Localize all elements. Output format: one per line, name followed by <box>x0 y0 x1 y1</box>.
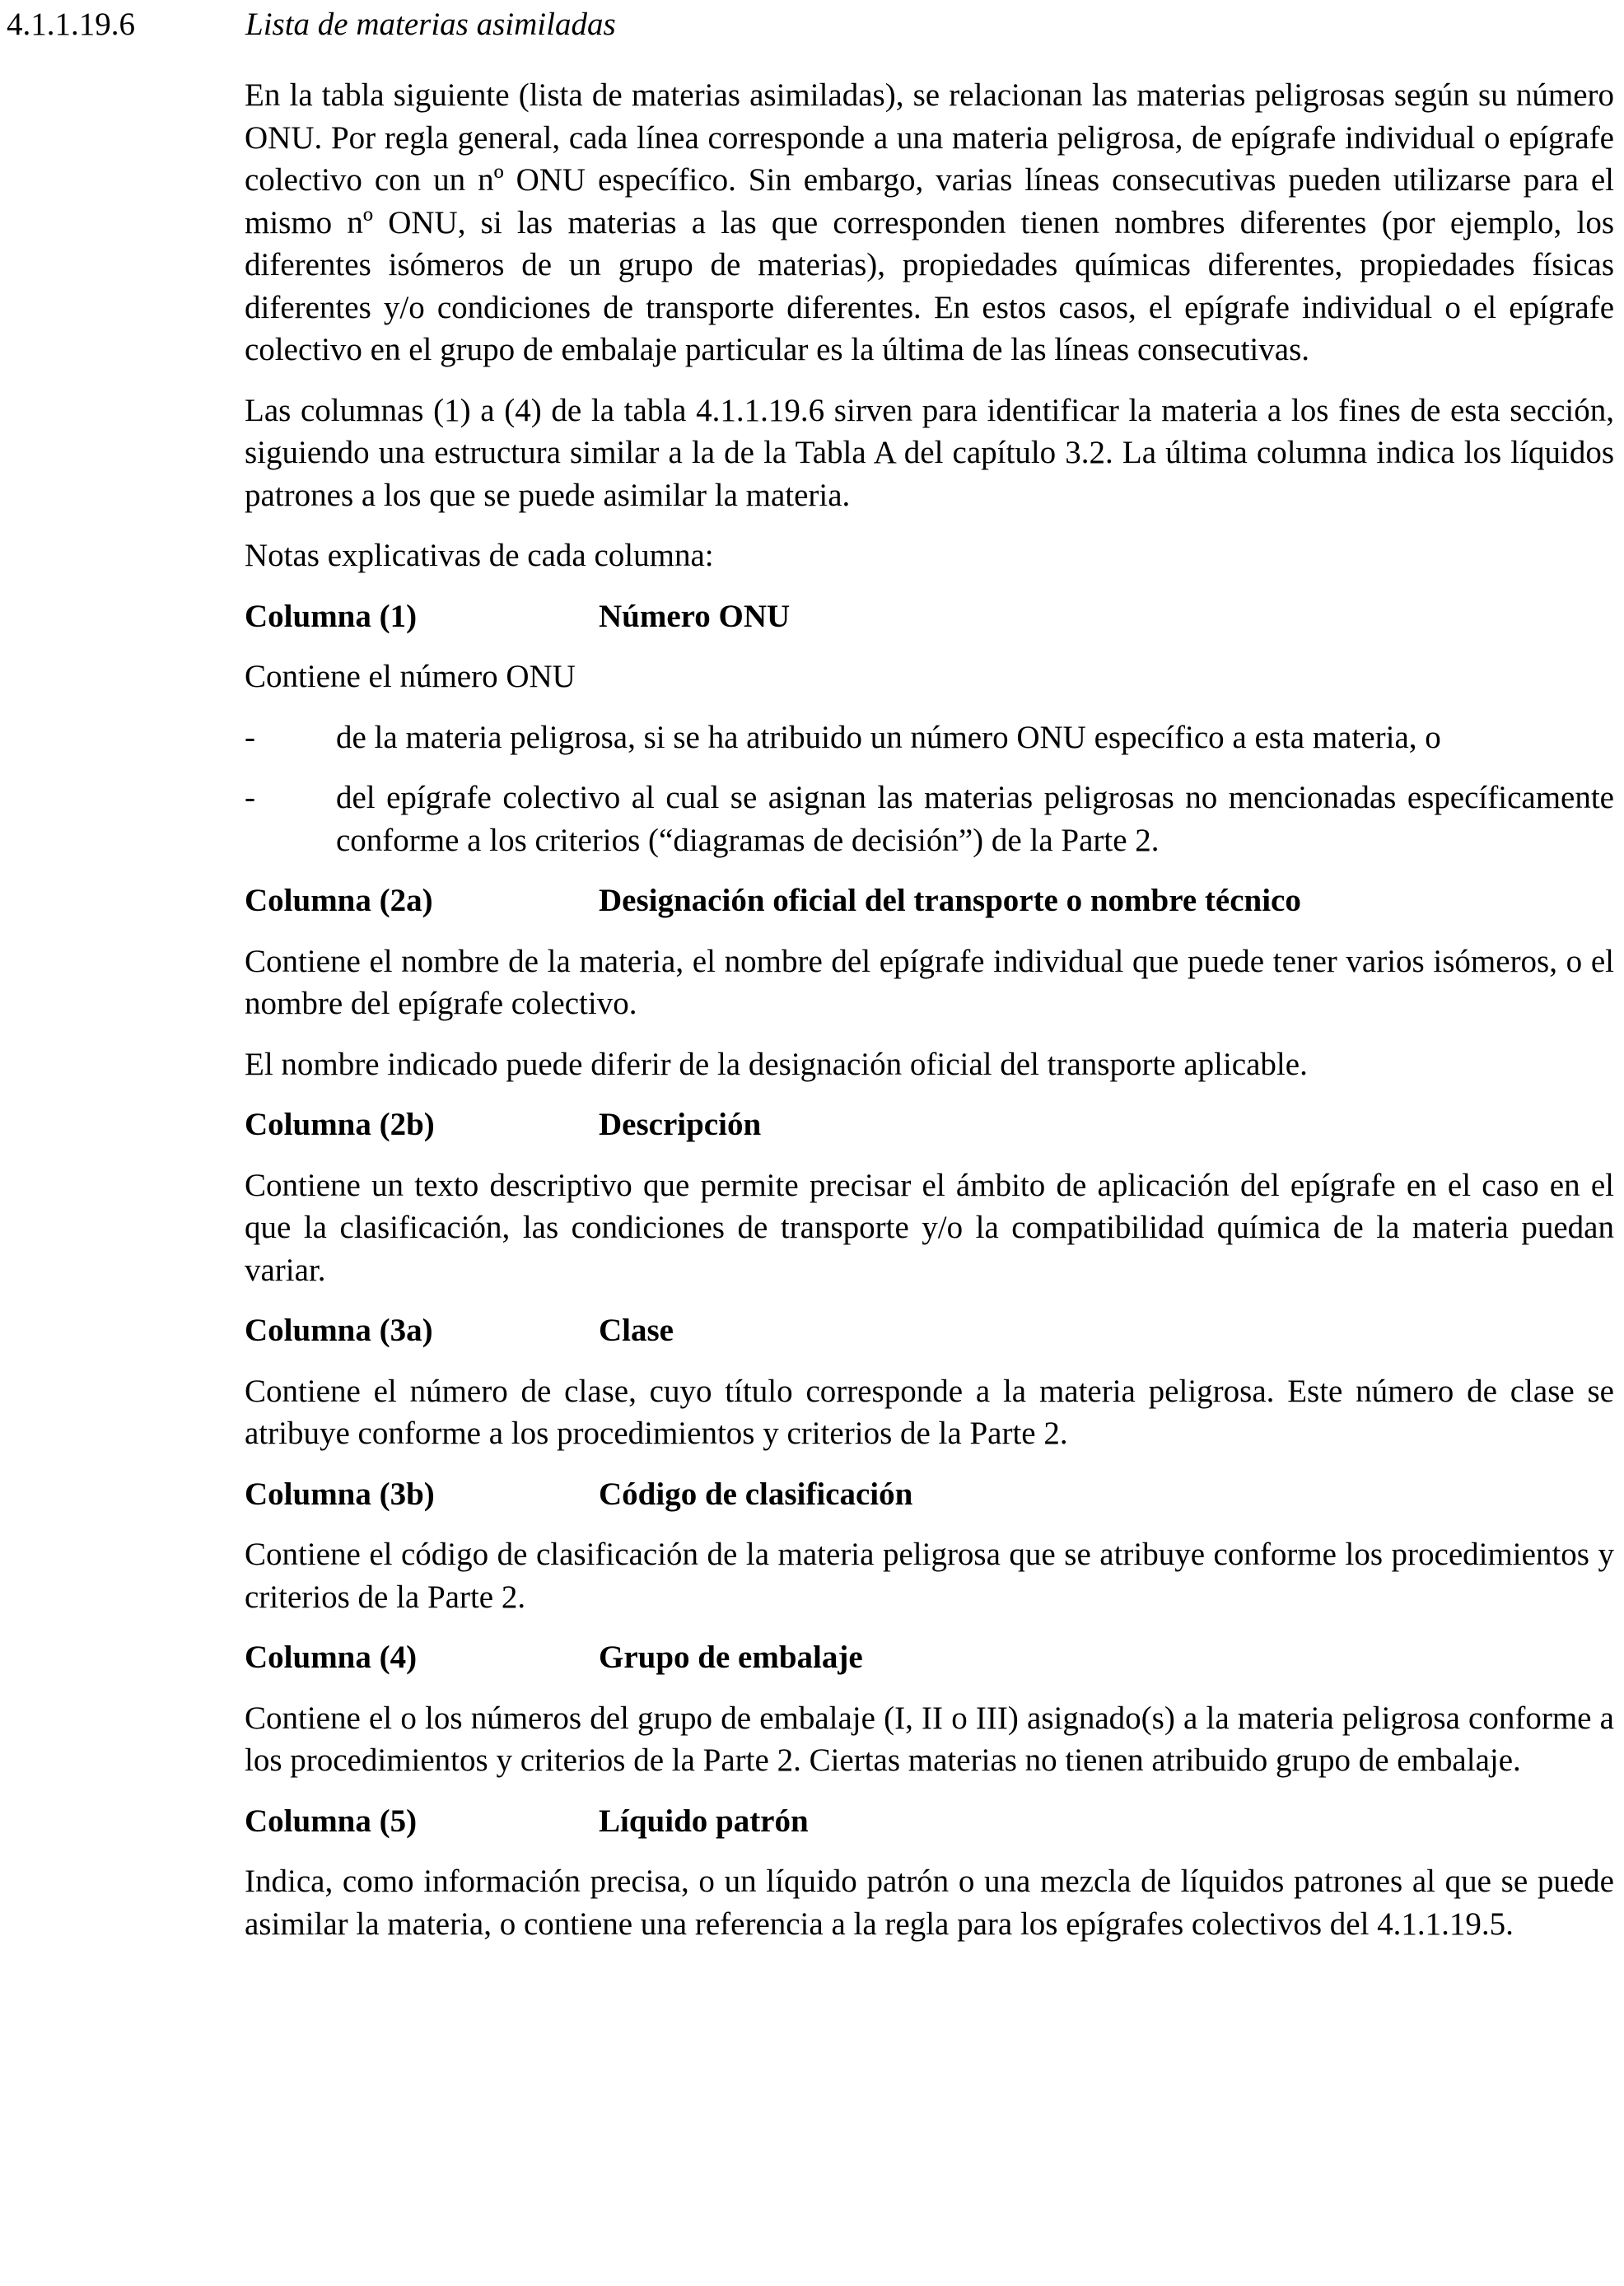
bullet-item <box>241 716 1614 759</box>
bullet-text: de la materia peligrosa, si se ha atribuido un número ONU específico a esta materia, o <box>336 719 1441 755</box>
column-description: Contiene el código de clasificación de la materia peligrosa que se atribuye conforme los procedimientos y criterios de la Parte 2. <box>245 1537 1614 1615</box>
column-name: Grupo de embalaje <box>599 1640 863 1675</box>
section-heading <box>7 3 616 46</box>
column-heading <box>245 1309 1614 1352</box>
column-description: Contiene el número de clase, cuyo título corresponde a la materia peligrosa. Este número de clase se atribuye conforme a los procedimientos y criterios de la Parte 2. <box>245 1373 1614 1451</box>
column-name: Clase <box>599 1313 674 1348</box>
column-name: Descripción <box>599 1107 762 1142</box>
bullet-item <box>241 777 1614 861</box>
column-heading <box>245 1103 1614 1146</box>
section-title: Lista de materias asimiladas <box>245 7 616 42</box>
column-name: Designación oficial del transporte o nombre técnico <box>599 883 1301 918</box>
column-label: Columna (1) <box>245 598 418 634</box>
section-number: 4.1.1.19.6 <box>7 7 135 42</box>
column-description: Indica, como información precisa, o un líquido patrón o una mezcla de líquidos patrones al que se puede asimilar la materia, o contiene una referencia a la regla para los epígrafes colectivos del 4.1.1.19.5. <box>245 1864 1614 1942</box>
column-heading <box>245 595 1614 638</box>
section-body <box>245 74 1614 1963</box>
column-label: Columna (2a) <box>245 883 433 918</box>
column-heading <box>245 1636 1614 1679</box>
column-description: Contiene el número ONU <box>245 659 576 694</box>
bullet-dash: - <box>245 719 255 755</box>
intro-paragraph: En la tabla siguiente (lista de materias asimiladas), se relacionan las materias peligrosas según su número ONU. Por regla general, cada línea corresponde a una materia peligrosa, de epígrafe individual o epígrafe colectivo con un nº ONU específico. Sin embargo, varias líneas consecutivas pueden utilizarse para el mismo nº ONU, si las materias a las que corresponden tienen nombres diferentes (por ejemplo, los diferentes isómeros de un grupo de materias), propiedades químicas diferentes, propiedades físicas diferentes y/o condiciones de transporte diferentes. En estos casos, el epígrafe individual o el epígrafe colectivo en el grupo de embalaje particular es la última de las líneas consecutivas. <box>245 77 1614 367</box>
column-heading <box>245 1473 1614 1516</box>
column-label: Columna (5) <box>245 1803 418 1839</box>
column-description: El nombre indicado puede diferir de la designación oficial del transporte aplicable. <box>245 1046 1308 1082</box>
column-heading <box>245 879 1614 922</box>
intro-paragraph: Notas explicativas de cada columna: <box>245 538 714 573</box>
column-label: Columna (4) <box>245 1640 418 1675</box>
column-label: Columna (3b) <box>245 1476 435 1512</box>
column-name: Líquido patrón <box>599 1803 809 1839</box>
column-label: Columna (3a) <box>245 1313 433 1348</box>
bullet-dash: - <box>245 780 255 815</box>
bullet-text: del epígrafe colectivo al cual se asignan las materias peligrosas no mencionadas específicamente conforme a los criterios (“diagramas de decisión”) de la Parte 2. <box>336 780 1614 858</box>
column-description: Contiene un texto descriptivo que permite precisar el ámbito de aplicación del epígrafe en el caso en el que la clasificación, las condiciones de transporte y/o la compatibilidad química de la materia puedan variar. <box>245 1167 1614 1288</box>
column-description: Contiene el nombre de la materia, el nombre del epígrafe individual que puede tener varios isómeros, o el nombre del epígrafe colectivo. <box>245 943 1614 1021</box>
column-name: Código de clasificación <box>599 1476 913 1512</box>
column-heading <box>245 1800 1614 1843</box>
column-description: Contiene el o los números del grupo de embalaje (I, II o III) asignado(s) a la materia peligrosa conforme a los procedimientos y criterios de la Parte 2. Ciertas materias no tienen atribuido grupo de embalaje. <box>245 1700 1614 1778</box>
column-label: Columna (2b) <box>245 1107 435 1142</box>
intro-paragraph: Las columnas (1) a (4) de la tabla 4.1.1.19.6 sirven para identificar la materia a los fines de esta sección, siguiendo una estructura similar a la de la Tabla A del capítulo 3.2. La última columna indica los líquidos patrones a los que se puede asimilar la materia. <box>245 392 1614 513</box>
column-name: Número ONU <box>599 598 791 634</box>
